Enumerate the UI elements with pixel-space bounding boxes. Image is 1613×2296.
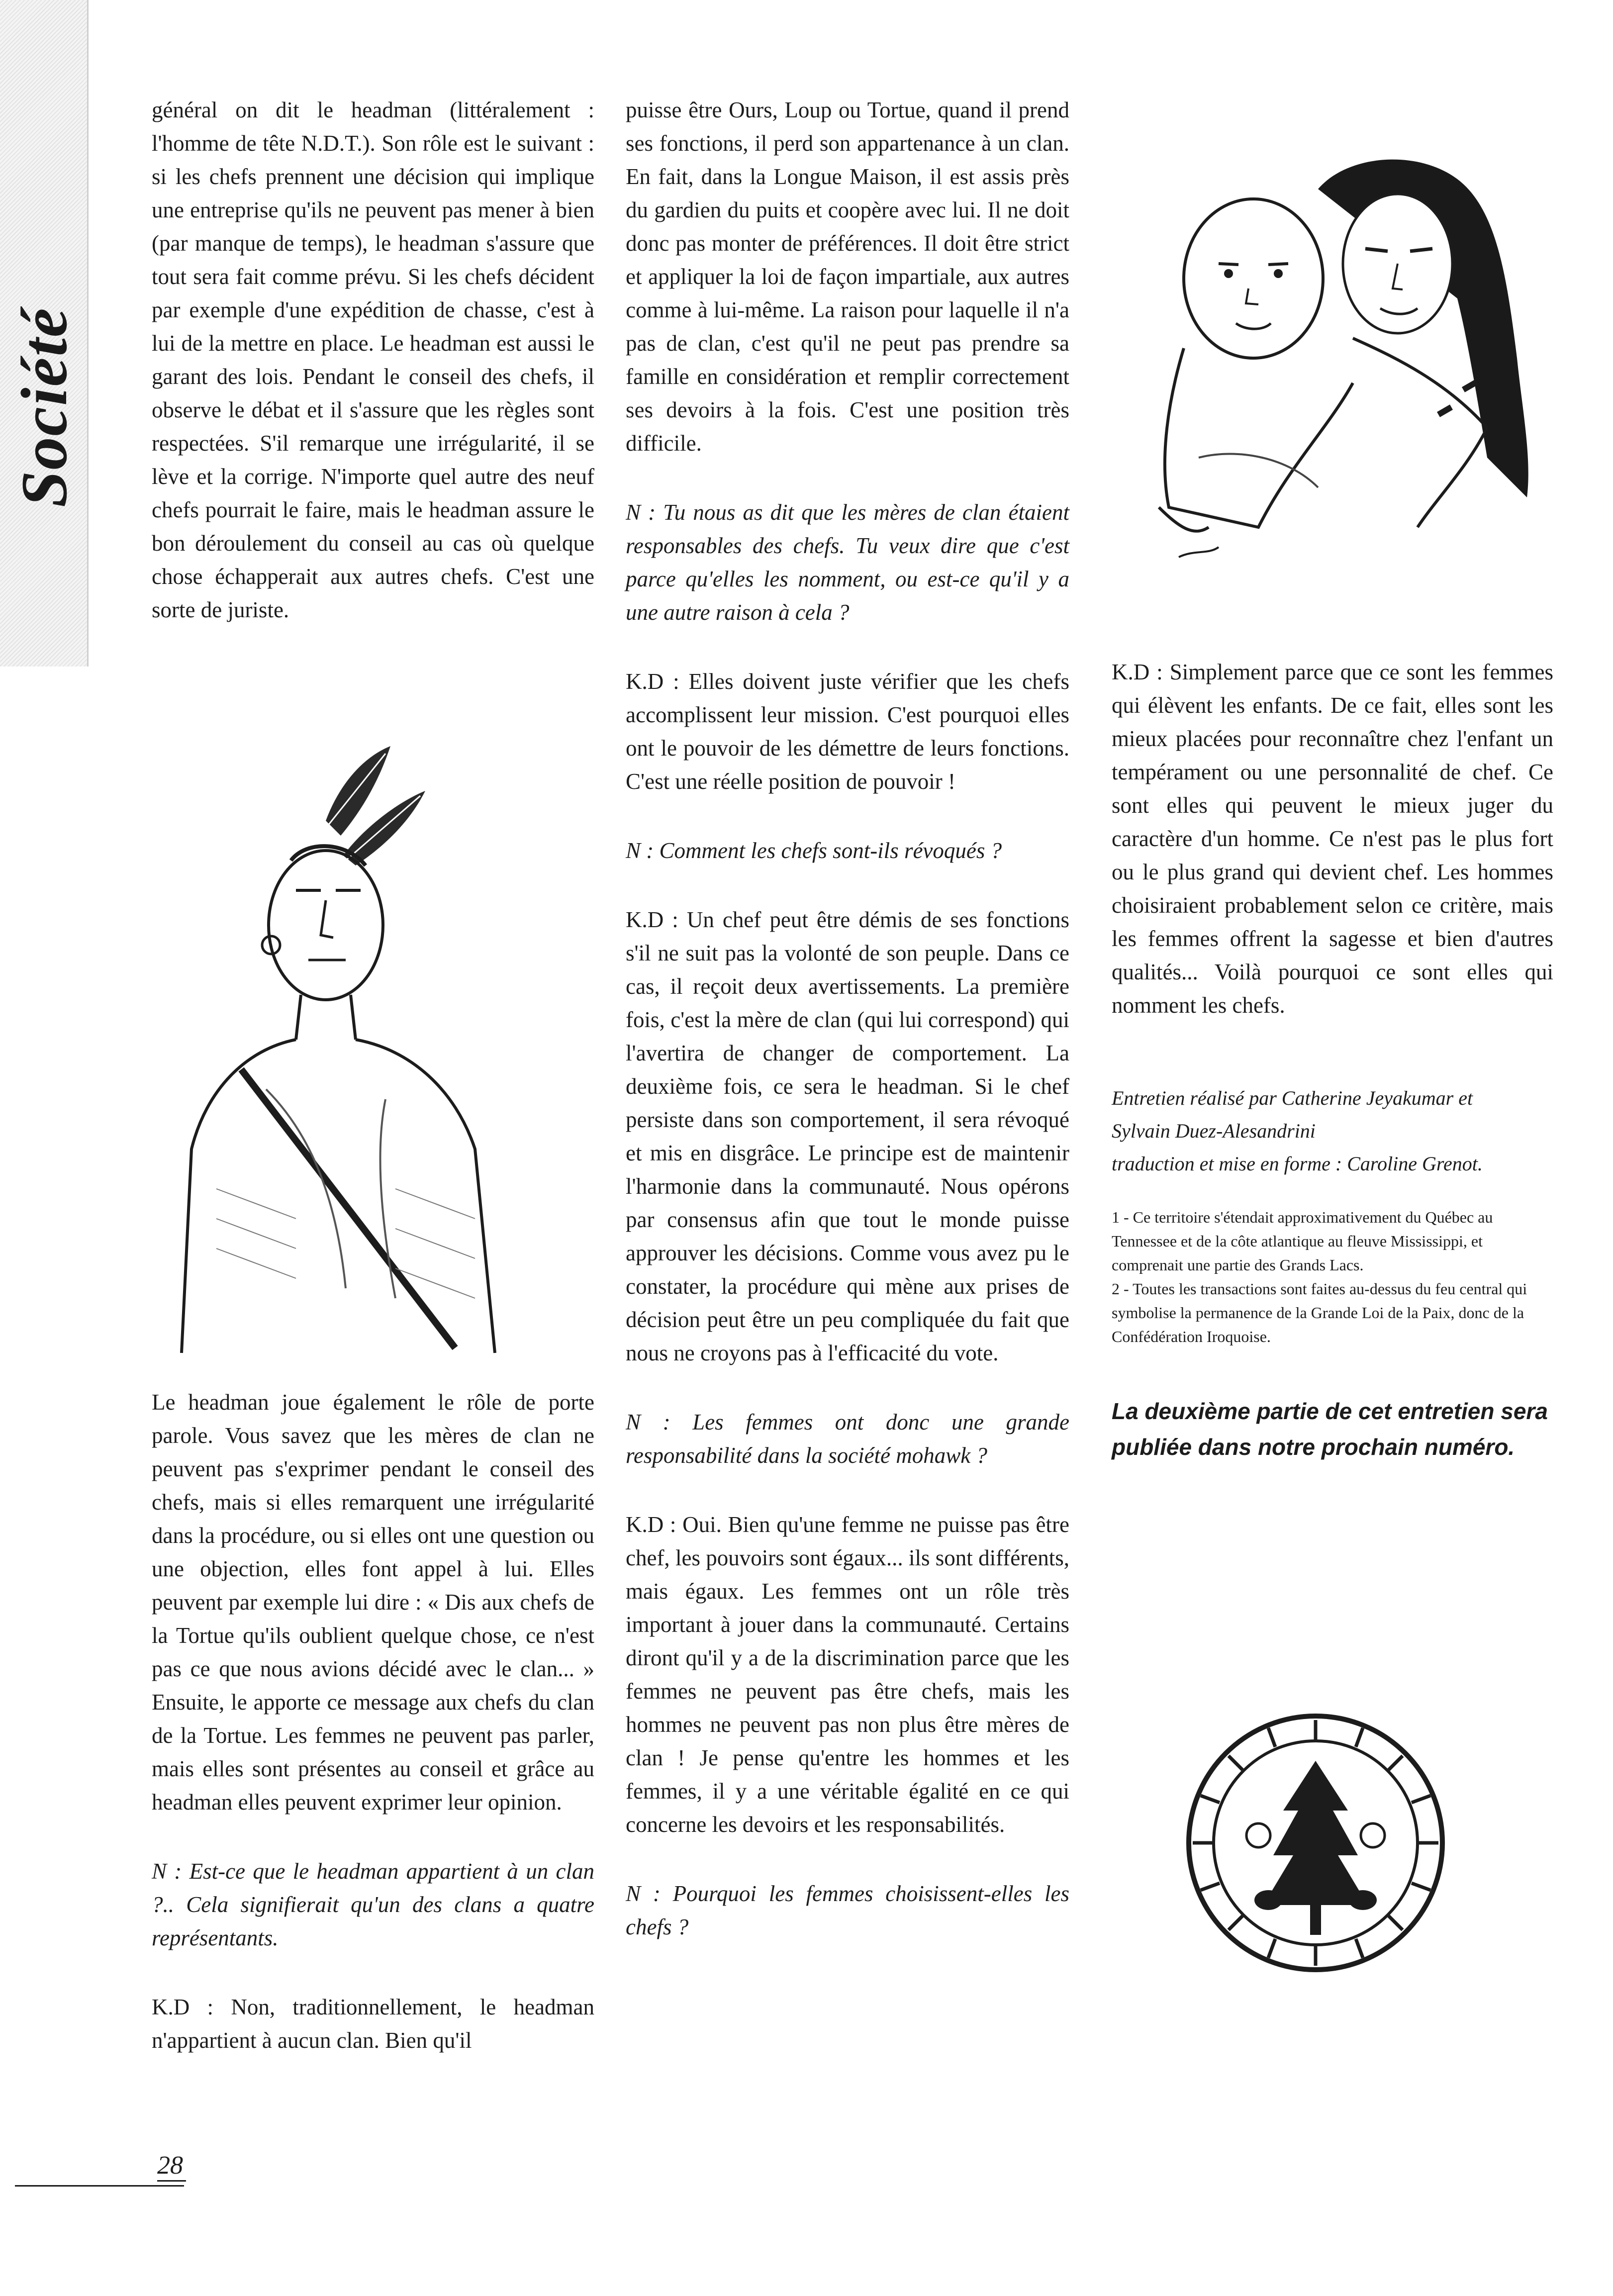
paragraph: K.D : Oui. Bien qu'une femme ne puisse pas être chef, les pouvoirs sont égaux... ils sont différents, mais égaux. Les femmes ont un rôle très important à jouer dans la communauté. Certains diront qu'il y a de la discrimination parce que les femmes ne peuvent pas être chefs, mais les hommes ne peuvent pas non plus être mères de clan ! Je pense qu'entre les hommes et les femmes, il y a une véritable égalité en ce qui concerne les devoirs et les responsabilités. [626,1512,1069,1837]
column-1-bottom [152,1386,594,2093]
interview-question: N : Tu nous as dit que les mères de clan étaient responsables des chefs. Tu veux dire que c'est parce qu'elles les nomment, ou est-ce qu'il y a une autre raison à cela ? [626,500,1069,625]
paragraph: puisse être Ours, Loup ou Tortue, quand il prend ses fonctions, il perd son appartenance à un clan. En fait, dans la Longue Maison, il est assis près du gardien du puits et coopère avec lui. Il ne doit donc pas monter de préférences. Il doit être strict et appliquer la loi de façon impartiale, aux autres comme à lui-même. La raison pour laquelle il n'a pas de clan, c'est qu'il ne peut pas prendre sa famille en considération et remplir correctement ses devoirs à la fois. C'est une position très difficile. [626,97,1069,456]
credit-line: Entretien réalisé par Catherine Jeyakumar et [1112,1087,1473,1109]
paragraph: Le headman joue également le rôle de porte parole. Vous savez que les mères de clan ne peuvent pas s'exprimer pendant le conseil des chefs, mais si elles remarquent une irrégularité dans la procédure, ou si elles ont une question ou une objection, elles font appel à lui. Elles peuvent par exemple lui dire : « Dis aux chefs de la Tortue qu'ils oublient quelque chose, ce n'est pas ce que nous avions décidé avec le clan... » Ensuite, le apporte ce message aux chefs du clan de la Tortue. Les femmes ne peuvent pas parler, mais elles sont présentes au conseil et grâce au headman elles peuvent exprimer leur opinion. [152,1390,594,1815]
paragraph: K.D : Non, traditionnellement, le headman n'appartient à aucun clan. Bien qu'il [152,1995,594,2053]
paragraph: général on dit le headman (littéralement : l'homme de tête N.D.T.). Son rôle est le suivant : si les chefs prennent une décision qui implique une entreprise qu'ils ne peuvent pas mener à bien (par manque de temps), le headman s'assure que tout sera fait comme prévu. Si les chefs décident par exemple d'une expédition de chasse, c'est à lui de la mettre en place. Le headman est aussi le garant des lois. Pendant le conseil des chefs, il observe le débat et il s'assure que les règles sont respectées. S'il remarque une irrégularité, il se lève et la corrige. N'importe quel autre des neuf chefs pourrait le faire, mais le headman assure le bon déroulement du conseil au cas où quelque chose échapperait aux autres chefs. C'est une sorte de juriste. [152,97,594,622]
interview-question: N : Comment les chefs sont-ils révoqués ? [626,838,1002,863]
confederacy-emblem-icon [1184,1711,1447,1975]
footnote: 2 - Toutes les transactions sont faites au-dessus du feu central qui symbolise la permanence de la Grande Loi de la Paix, donc de la Confédération Iroquoise. [1112,1280,1527,1345]
headman-portrait-illustration [177,741,505,1358]
paragraph: K.D : Un chef peut être démis de ses fonctions s'il ne suit pas la volonté de son peuple. Dans ce cas, il reçoit deux avertissements. La première fois, c'est la mère de clan (qui lui correspond) qui l'avertira de changer de comportement. La deuxième fois, ce sera le headman. Si le chef persiste dans son comportement, il sera révoqué et mis en disgrâce. Le principe est de maintenir l'harmonie dans la communauté. Nous opérons par consensus afin que tout le monde puisse approuver les décisions. Comme vous avez pu le constater, la procédure qui mène aux prises de décision peut être un peu compliquée du fait que nous ne croyons pas à l'efficacité du vote. [626,907,1069,1365]
credit-line: traduction et mise en forme : Caroline Grenot. [1112,1152,1483,1175]
credit-line: Sylvain Duez-Alesandrini [1112,1120,1316,1142]
footer-rule [15,2185,184,2187]
baby-head [1184,199,1323,358]
column-3 [1112,656,1553,1465]
paragraph: K.D : Simplement parce que ce sont les femmes qui élèvent les enfants. De ce fait, elles sont les mieux placées pour reconnaître chez l'enfant un tempérament ou une personnalité de chef. Ce sont elles qui peuvent le mieux juger du caractère d'un homme. Ce n'est pas le plus fort ou le plus grand qui devient chef. Les hommes choisiraient probablement selon ce critère, mais les femmes offrent la sagesse et bien d'autres qualités... Voilà pourquoi ce sont elles qui nomment les chefs. [1112,660,1553,1018]
mother-and-child-illustration [1139,149,1537,572]
artist-signature-icon [1179,547,1219,557]
footnotes [1112,1205,1553,1348]
footnote: 1 - Ce territoire s'étendait approximativement du Québec au Tennessee et de la côte atlantique au fleuve Mississippi, et comprenait une partie des Grands Lacs. [1112,1208,1493,1274]
next-issue-announcement: La deuxième partie de cet entretien sera publiée dans notre prochain numéro. [1112,1398,1548,1460]
section-label: Société [7,307,81,507]
column-2 [626,94,1069,1980]
page-number: 28 [157,2151,186,2182]
interview-question: N : Les femmes ont donc une grande responsabilité dans la société mohawk ? [626,1410,1069,1468]
credits [1112,1082,1553,1180]
column-1-top [152,94,594,663]
interview-question: N : Pourquoi les femmes choisissent-elles les chefs ? [626,1881,1069,1939]
interview-question: N : Est-ce que le headman appartient à un clan ?.. Cela signifierait qu'un des clans a quatre représentants. [152,1859,594,1950]
paragraph: K.D : Elles doivent juste vérifier que les chefs accomplissent leur mission. C'est pourquoi elles ont le pouvoir de les démettre de leurs fonctions. C'est une réelle position de pouvoir ! [626,669,1069,794]
section-spine [0,0,89,667]
